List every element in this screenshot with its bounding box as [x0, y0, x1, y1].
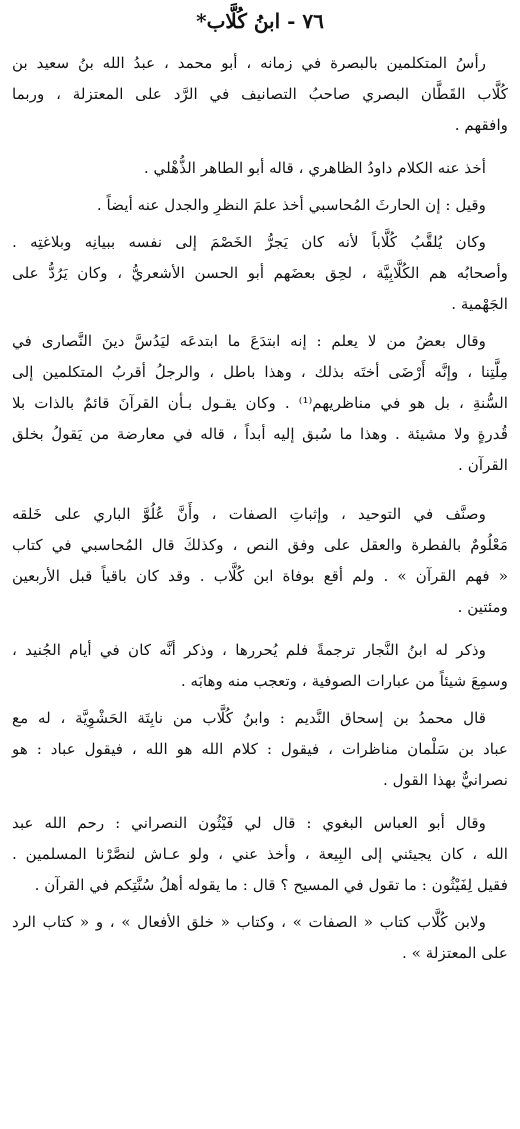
text-line: الله ، كان يجيئني إلى البِيعة ، وأخذ عني ، ولو عـاش لنصَّرْنا المسلمين .: [12, 845, 508, 863]
text-line: وصنَّف في التوحيد ، وإثباتِ الصفات ، وأَنَّ عُلُوَّ الباري على خَلقه: [12, 505, 486, 523]
text-line: رأسُ المتكلمين بالبصرة في زمانه ، أبو محمد ، عبدُ الله بنُ سعيد بن: [12, 54, 486, 72]
text-line: كُلَّاب القَطَّان البصري صاحبُ التصانيف في الرَّد على المعتزلة ، وربما: [12, 85, 508, 103]
text-line: وذكر له ابنُ النَّجار ترجمةً فلم يُحررها ، وذكر أنَّه كان في أيام الجُنيد ،: [12, 641, 486, 659]
text-line: « فهم القرآن » . ولم أقع بوفاة ابن كُلَّاب . وقد كان باقياً قبل الأربعين: [12, 567, 508, 585]
text-line: وقيل : إن الحارثَ المُحاسبي أخذ علمَ النظرِ والجدل عنه أيضاً .: [96, 196, 486, 214]
text-line: مِلَّتِنا ، وإنَّه أَرْضَى أختَه بذلك ، وهذا باطل ، والرجلُ أقربُ المتكلمين إلى: [12, 363, 508, 381]
text-line: وأصحابُه هم الكُلَّابِيَّة ، لحِق بعضَهم أبو الحسن الأشعريُّ ، وكان يَرُدُّ على: [12, 264, 508, 282]
text-line: السُّنةِ ، بل هو في مناظريهم⁽¹⁾ . وكان يقـول بـأن القرآنَ قائمٌ بالذات بلا: [12, 394, 508, 412]
text-line: وسمِعَ شيئاً من عبارات الصوفية ، وتعجب منه وهابَه .: [180, 672, 508, 690]
paragraph-books: [12, 907, 508, 969]
text-line: نصرانيٌّ بهذا القول .: [382, 771, 508, 789]
paragraph-nickname: [12, 227, 508, 320]
text-line: وقال أبو العباس البغوي : قال لي فَيْثُون النصراني : رحم الله عبد: [12, 814, 486, 832]
text-line: الجَهْمية .: [451, 295, 508, 313]
text-line: ومئتين .: [457, 598, 508, 616]
text-line: القرآن .: [458, 456, 508, 474]
paragraph-baghawi: [12, 808, 508, 901]
text-line: قال محمدُ بن إسحاق النَّديم : وابنُ كُلَّاب من نابِتَة الحَشْوِيَّة ، له مع: [12, 709, 486, 727]
text-line: وقال بعضُ من لا يعلم : إنه ابتدَعَ ما ابتدعَه ليَدُسَّ دينَ النَّصارى في: [12, 332, 486, 350]
paragraph-muhasibi: [12, 190, 508, 221]
text-line: وافقهم .: [454, 116, 508, 134]
text-line: فقيل لِفَيْثُون : ما تقول في المسيح ؟ قال : ما يقوله أهلُ سُنَّتِكم في القرآن .: [34, 876, 508, 894]
paragraph-works: [12, 499, 508, 623]
text-line: أخذ عنه الكلام داودُ الظاهري ، قاله أبو الطاهر الذُّهْلي .: [143, 159, 486, 177]
text-line: وكان يُلقَّبُ كُلَّاباً لأنه كان يَجرُّ الخَصْمَ إلى نفسه ببيانِه وبلاغتِه .: [12, 233, 486, 251]
paragraph-students: [12, 153, 508, 184]
paragraph-critics: [12, 326, 508, 481]
text-line: على المعتزلة » .: [401, 944, 508, 962]
text-line: مَعْلُومٌ بالفطرة والعقل على وفق النص ، وكذلكَ قال المُحاسبي في كتاب: [12, 536, 508, 554]
text-line: ولابن كُلَّاب كتاب « الصفات » ، وكتاب « خلق الأفعال » ، و « كتاب الرد: [12, 913, 486, 931]
entry-title: ٧٦ - ابنُ كُلَّاب*: [196, 9, 324, 33]
text-line: عباد بن سَلْمان مناظرات ، فيقول : كلام الله هو الله ، فيقول عباد : هو: [12, 740, 508, 758]
paragraph-nadim: [12, 703, 508, 796]
paragraph-intro: [12, 48, 508, 141]
text-line: قُدرةٍ ولا مشيئة . وهذا ما سُبق إليه أبداً ، قاله في معارضة من يَقولُ بخلق: [12, 425, 508, 443]
paragraph-najjar: [12, 635, 508, 697]
